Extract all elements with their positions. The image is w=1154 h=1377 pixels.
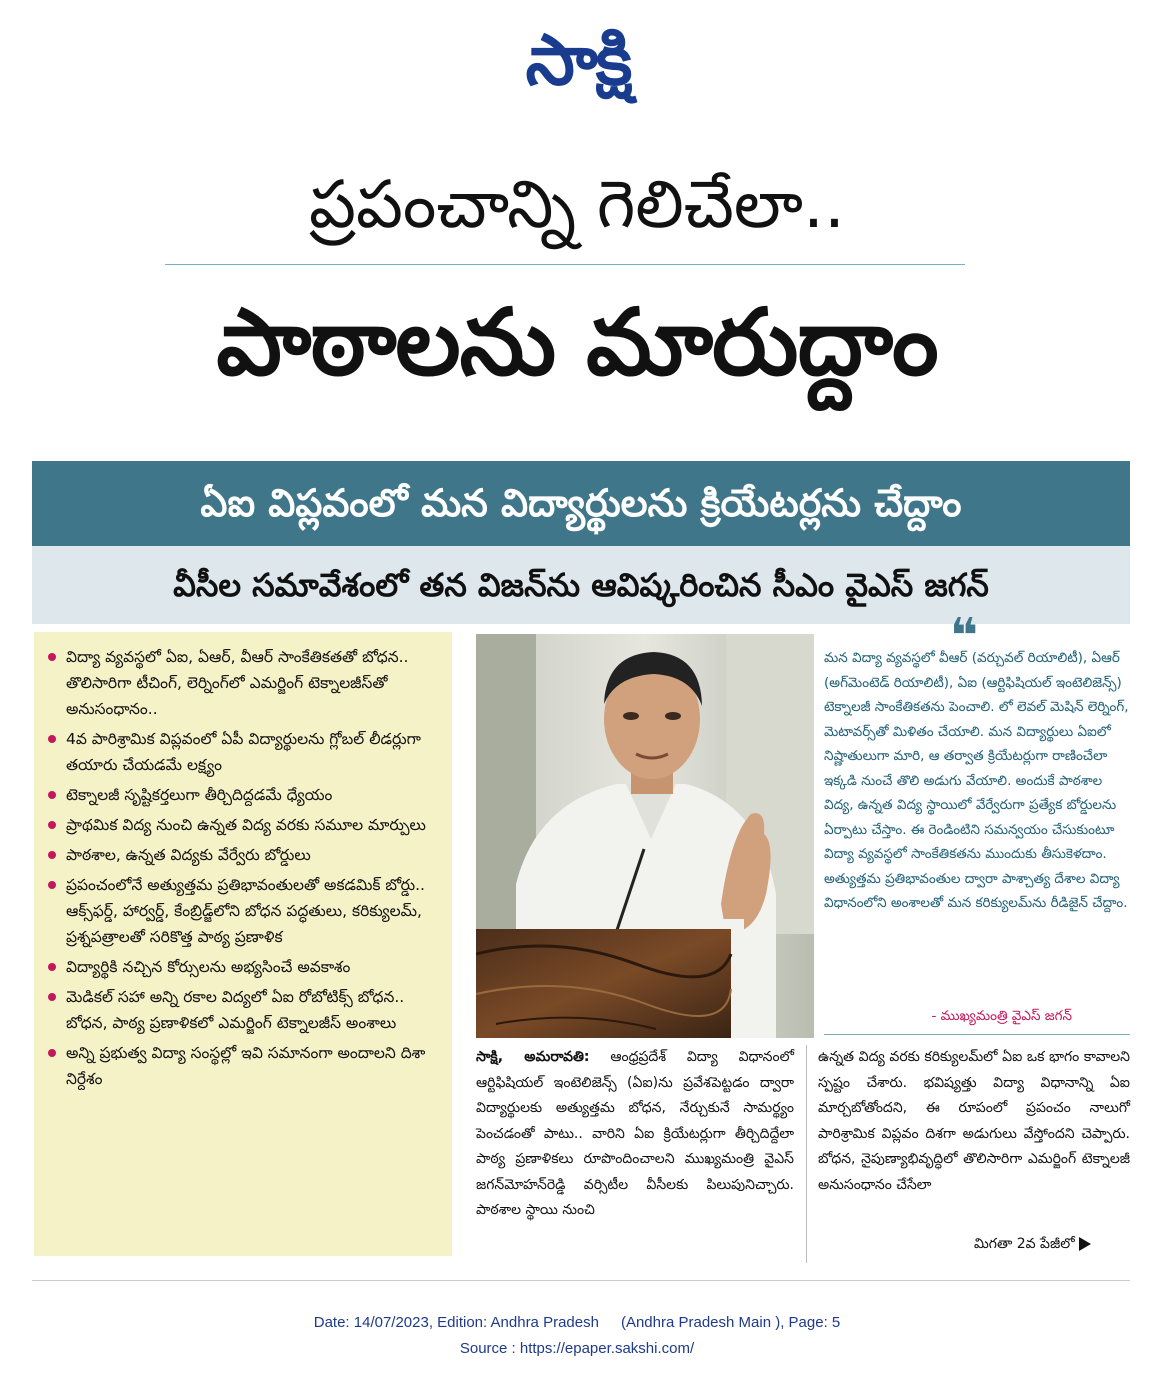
kicker-headline: ప్రపంచాన్ని గెలిచేలా.. bbox=[309, 166, 845, 243]
footer-source[interactable]: Source : https://epaper.sakshi.com/ bbox=[459, 1340, 695, 1357]
highlight-text: 4వ పారిశ్రామిక విప్లవంలో ఏపీ విద్యార్థులను గ్లోబల్ లీడర్లుగా తయారు చేయడమే లక్ష్యం bbox=[66, 730, 421, 774]
cm-quote bbox=[824, 608, 1130, 1032]
highlight-item bbox=[48, 842, 442, 868]
article-dateline: సాక్షి, అమరావతి: bbox=[476, 1049, 590, 1065]
bullet-dot-icon bbox=[48, 791, 56, 799]
bullet-dot-icon bbox=[48, 963, 56, 971]
play-arrow-icon bbox=[1079, 1237, 1091, 1251]
highlight-item bbox=[48, 782, 442, 808]
quote-divider bbox=[824, 1034, 1130, 1035]
highlight-text: ప్రపంచంలోనే అత్యుత్తమ ప్రతిభావంతులతో అకడమిక్ బోర్డు.. ఆక్స్‌ఫర్డ్, హార్వర్డ్, కేంబ్రిడ్జ్‌లోని బోధన పద్ధతులు, కరిక్యులమ్, ప్రశ్నపత్రాలతో సరికొత్త పాఠ్య ప్రణాళిక bbox=[66, 876, 425, 946]
footer-date-edition: Date: 14/07/2023, Edition: Andhra Pradesh bbox=[313, 1314, 599, 1331]
footer-divider bbox=[32, 1280, 1130, 1281]
bullet-dot-icon bbox=[48, 993, 56, 1001]
continued-on-page[interactable] bbox=[974, 1236, 1091, 1255]
footer-page: (Andhra Pradesh Main ), Page: 5 bbox=[620, 1314, 841, 1331]
cm-photo bbox=[476, 634, 814, 1038]
bullet-dot-icon bbox=[48, 851, 56, 859]
bullet-dot-icon bbox=[48, 881, 56, 889]
bullet-dot-icon bbox=[48, 1049, 56, 1057]
article-col2-text: ఉన్నత విద్య వరకు కరిక్యులమ్‌లో ఏఐ ఒక భాగం కావాలని స్పష్టం చేశారు. భవిష్యత్తు విద్యా విధానాన్ని ఏఐ మార్చబోతోందని, ఈ రూపంలో ప్రపంచం నాలుగో పారిశ్రామిక విప్లవం దిశగా అడుగులు వేస్తోందని చెప్పారు. బోధన, నైపుణ్యాభివృద్ధిలో తొలిసారిగా ఎమర్జింగ్ టెక్నాలజీ అనుసంధానం చేసేలా bbox=[818, 1049, 1130, 1193]
highlights-list bbox=[48, 644, 442, 1092]
highlight-item bbox=[48, 872, 442, 950]
highlight-text: విద్యా వ్యవస్థలో ఏఐ, ఏఆర్, వీఆర్ సాంకేతికతతో బోధన.. తొలిసారిగా టీచింగ్, లెర్నింగ్‌లో ఎమర్జింగ్ టెక్నాలజీస్‌తో అనుసంధానం.. bbox=[66, 648, 409, 718]
highlight-text: విద్యార్థికి నచ్చిన కోర్సులను అభ్యసించే అవకాశం bbox=[66, 958, 351, 976]
highlight-text: మెడికల్ సహా అన్ని రకాల విద్యలో ఏఐ రోబోటిక్స్ బోధన.. బోధన, పాఠ్య ప్రణాళికలో ఎమర్జింగ్ టెక్నాలజీస్ అంశాలు bbox=[66, 988, 405, 1032]
main-headline: పాఠాలను మారుద్దాం bbox=[216, 289, 938, 396]
article-col1-text: ఆంధ్రప్రదేశ్ విద్యా విధానంలో ఆర్టిఫిషియల్ ఇంటెలిజెన్స్ (ఏఐ)ను ప్రవేశపెట్టడం ద్వారా విద్యార్థులకు అత్యుత్తమ బోధన, నేర్చుకునే సామర్థ్యం పెంచడంతో పాటు.. వారిని ఏఐ క్రియేటర్లుగా తీర్చిదిద్దేలా పాఠ్య ప్రణాళికలు రూపొందించాలని ముఖ్యమంత్రి వైఎస్ జగన్‌మోహన్‌రెడ్డి వర్సిటీల వీసీలకు పిలుపునిచ్చారు. పాఠశాల స్థాయి నుంచి bbox=[476, 1049, 794, 1218]
highlight-text: పాఠశాల, ఉన్నత విద్యకు వేర్వేరు బోర్డులు bbox=[66, 846, 311, 864]
masthead-logo: సాక్షి bbox=[525, 19, 631, 101]
deck-secondary: వీసీల సమావేశంలో తన విజన్‌ను ఆవిష్కరించిన సీఎం వైఎస్‌ జగన్‌ bbox=[32, 546, 1130, 624]
quote-text: మన విద్యా వ్యవస్థలో వీఆర్ (వర్చువల్ రియాలిటీ), ఏఆర్ (అగ్‌మెంటెడ్ రియాలిటీ), ఏఐ (ఆర్టిఫిషియల్ ఇంటెలిజెన్స్) టెక్నాలజీ సాంకేతికతను పెంచాలి. లో లెవల్ మెషిన్ లెర్నింగ్, మెటావర్స్‌తో మిళితం చేయాలి. మన విద్యార్థులు ఏఐలో నిష్ణాతులుగా మారి, ఆ తర్వాత క్రియేటర్లుగా రాణించేలా ఇక్కడి నుంచే తొలి అడుగు వేయాలి. అందుకే పాఠశాల విద్య, ఉన్నత విద్య స్థాయిలో వేర్వేరుగా ప్రత్యేక బోర్డులను ఏర్పాటు చేస్తాం. ఈ రెండింటిని సమన్వయం చేసుకుంటూ విద్యా వ్యవస్థలో సాంకేతికతను ముందుకు తీసుకెళదాం. అత్యుత్తమ ప్రతిభావంతుల ద్వారా పాశ్చాత్య దేశాల విద్యా విధానంలోని అంశాలతో మన కరిక్యులమ్‌ను రీడిజైన్ చేద్దాం. bbox=[824, 650, 1129, 911]
kicker-divider bbox=[165, 264, 965, 265]
cm-photo-illustration bbox=[476, 634, 814, 1038]
quote-mark-icon: ❝ bbox=[950, 608, 979, 664]
article-column-1 bbox=[476, 1045, 794, 1224]
highlights-box bbox=[34, 632, 452, 1256]
deck-primary: ఏఐ విప్లవంలో మన విద్యార్థులను క్రియేటర్లను చేద్దాం bbox=[32, 461, 1130, 546]
highlight-item bbox=[48, 812, 442, 838]
highlight-text: అన్ని ప్రభుత్వ విద్యా సంస్థల్లో ఇవి సమానంగా అందాలని దిశా నిర్దేశం bbox=[66, 1044, 426, 1088]
bullet-dot-icon bbox=[48, 735, 56, 743]
highlight-text: టెక్నాలజీ సృష్టికర్తలుగా తీర్చిదిద్దడమే ధ్యేయం bbox=[66, 786, 333, 804]
article-column-2 bbox=[818, 1045, 1130, 1198]
highlight-item bbox=[48, 1040, 442, 1092]
bullet-dot-icon bbox=[48, 821, 56, 829]
highlight-text: ప్రాథమిక విద్య నుంచి ఉన్నత విద్య వరకు సమూల మార్పులు bbox=[66, 816, 426, 834]
quote-attribution: - ముఖ్యమంత్రి వైఎస్ జగన్ bbox=[931, 1008, 1072, 1024]
continued-label: మిగతా 2వ పేజీలో bbox=[974, 1236, 1075, 1252]
highlight-item bbox=[48, 984, 442, 1036]
highlight-item bbox=[48, 644, 442, 722]
column-separator bbox=[806, 1045, 807, 1263]
footer-edition bbox=[0, 1314, 1154, 1331]
highlight-item bbox=[48, 726, 442, 778]
highlight-item bbox=[48, 954, 442, 980]
bullet-dot-icon bbox=[48, 653, 56, 661]
